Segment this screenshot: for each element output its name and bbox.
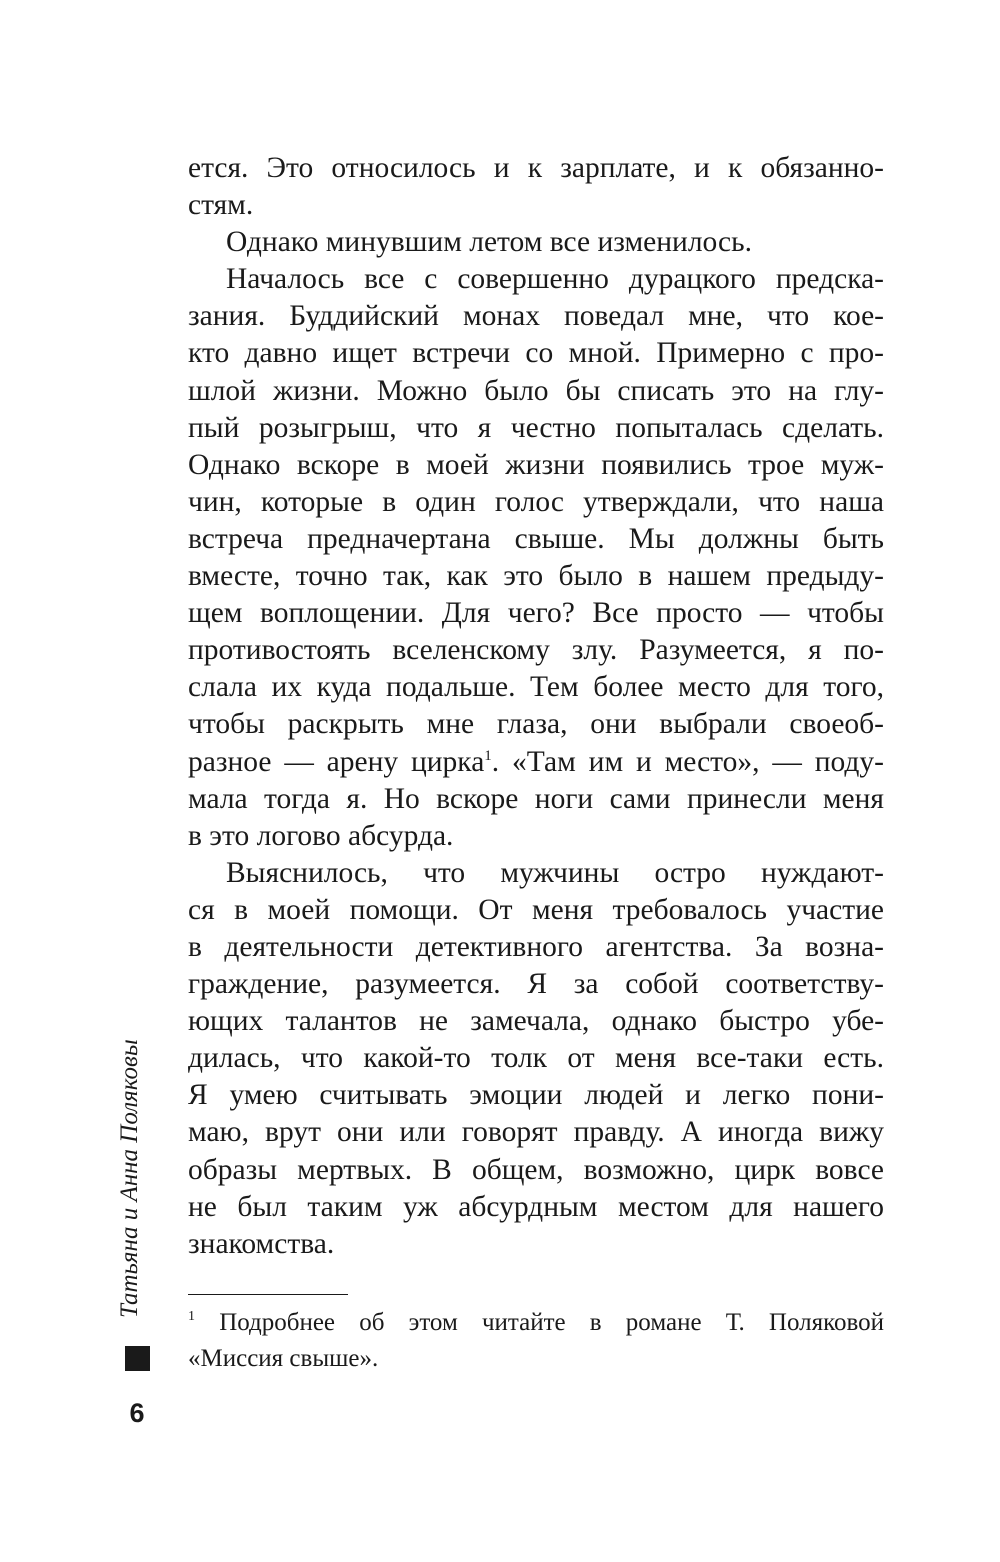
text-line: встреча предначертана свыше. Мы должны быть: [188, 522, 884, 555]
footnote-reference: 1: [484, 747, 492, 764]
text-line: маю, врут они или говорят правду. А иногда вижу: [188, 1116, 884, 1149]
footnote-divider: [188, 1294, 348, 1295]
text-line: слала их куда подальше. Тем более место для того,: [188, 671, 884, 704]
text-line: знакомства.: [188, 1227, 335, 1260]
running-head: Татьяна и Анна Поляковы: [116, 1039, 143, 1318]
text-line: граждение, разумеется. Я за собой соответству-: [188, 968, 884, 1001]
text-line: ющих талантов не замечала, однако быстро убе-: [188, 1005, 884, 1038]
text-line: мала тогда я. Но вскоре ноги сами принесли меня: [188, 782, 884, 815]
text-segment: . «Там им и место», — поду-: [491, 745, 885, 778]
text-line: Однако вскоре в моей жизни появились трое муж-: [188, 448, 884, 481]
page-marker-square: [125, 1346, 150, 1371]
footnote: [188, 1305, 884, 1377]
footnote-line: [188, 1305, 884, 1341]
page-number: 6: [129, 1398, 145, 1428]
text-line: вместе, точно так, как это было в нашем предыду-: [188, 560, 884, 593]
text-line: чтобы раскрыть мне глаза, они выбрали своеоб-: [188, 708, 884, 741]
text-line: в это логово абсурда.: [188, 819, 454, 852]
body-text: [188, 150, 884, 1263]
text-line: Однако минувшим летом все изменилось.: [226, 226, 752, 259]
footnote-text: Подробнее об этом читайте в романе Т. Поляковой: [219, 1309, 885, 1336]
text-line: образы мертвых. В общем, возможно, цирк вовсе: [188, 1153, 884, 1186]
text-line: стям.: [188, 189, 254, 222]
text-line: щем воплощении. Для чего? Все просто — чтобы: [188, 597, 884, 630]
text-line: Выяснилось, что мужчины остро нуждают-: [226, 856, 884, 889]
text-line-with-footnote-ref: [188, 744, 884, 781]
text-line: дилась, что какой-то толк от меня все-таки есть.: [188, 1042, 884, 1075]
text-line: не был таким уж абсурдным местом для нашего: [188, 1190, 884, 1223]
text-line: зания. Буддийский монах поведал мне, что кое-: [188, 300, 884, 333]
text-segment: разное — арену цирка: [188, 745, 485, 778]
text-line: пый розыгрыш, что я честно попыталась сделать.: [188, 411, 884, 444]
text-line: Я умею считывать эмоции людей и легко пони-: [188, 1079, 884, 1112]
text-line: кто давно ищет встречи со мной. Примерно с про-: [188, 337, 884, 370]
text-line: Началось все с совершенно дурацкого предска-: [226, 263, 884, 296]
text-line: шлой жизни. Можно было бы списать это на глу-: [188, 374, 884, 407]
text-line: в деятельности детективного агентства. За возна-: [188, 930, 884, 963]
text-line: ся в моей помощи. От меня требовалось участие: [188, 893, 884, 926]
text-line: противостоять вселенскому злу. Разумеется, я по-: [188, 634, 884, 667]
text-line: чин, которые в один голос утверждали, что наша: [188, 485, 884, 518]
footnote-line: «Миссия свыше».: [188, 1345, 379, 1372]
text-line: ется. Это относилось и к зарплате, и к обязанно-: [188, 152, 884, 184]
footnote-marker: 1: [188, 1309, 195, 1324]
